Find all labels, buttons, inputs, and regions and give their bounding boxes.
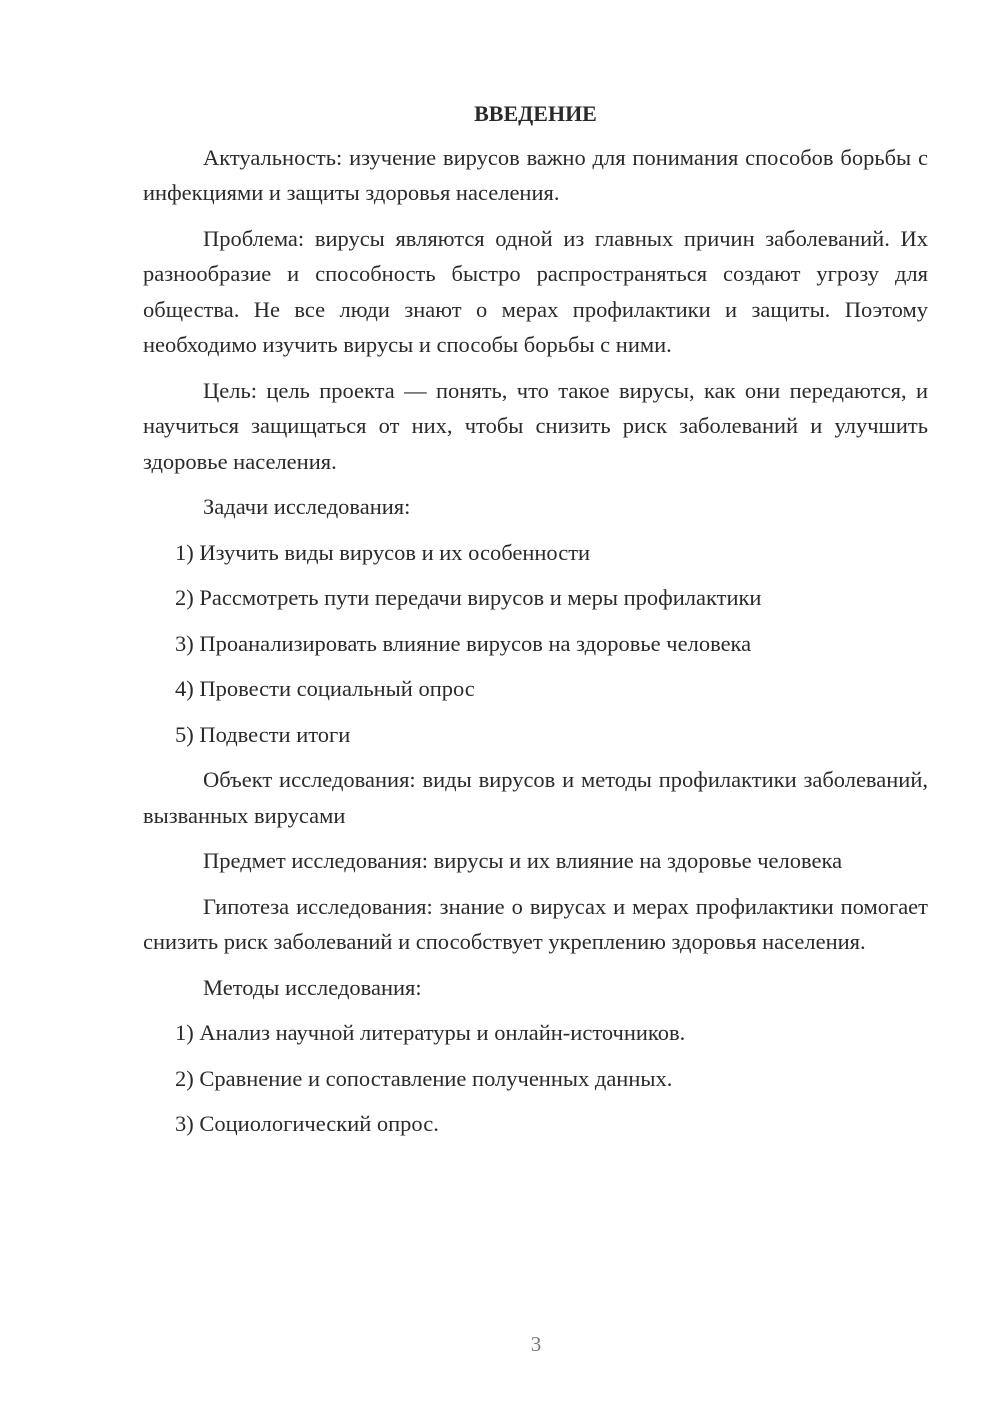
- goal-paragraph: Цель: цель проекта — понять, что такое вирусы, как они передаются, и научиться защищаться от них, чтобы снизить риск заболеваний и улучшить здоровье населения.: [143, 377, 928, 474]
- method-item: 2) Сравнение и сопоставление полученных данных.: [175, 1065, 673, 1091]
- methods-heading: Методы исследования:: [203, 974, 422, 1000]
- page-number: 3: [530, 1332, 542, 1356]
- task-item: 5) Подвести итоги: [175, 721, 351, 747]
- document-page: [143, 96, 928, 1152]
- task-item: 4) Провести социальный опрос: [175, 676, 475, 701]
- task-item: 3) Проанализировать влияние вирусов на здоровье человека: [175, 630, 752, 656]
- task-item: 1) Изучить виды вирусов и их особенности: [175, 539, 591, 565]
- section-title: ВВЕДЕНИЕ: [474, 101, 597, 126]
- object-paragraph: Объект исследования: виды вирусов и методы профилактики заболеваний, вызванных вирусами: [143, 767, 928, 828]
- tasks-heading: Задачи исследования:: [203, 494, 411, 519]
- hypothesis-paragraph: Гипотеза исследования: знание о вирусах и мерах профилактики помогает снизить риск заболеваний и способствует укреплению здоровья населения.: [143, 893, 928, 954]
- subject-paragraph: Предмет исследования: вирусы и их влияние на здоровье человека: [203, 848, 843, 873]
- task-item: 2) Рассмотреть пути передачи вирусов и меры профилактики: [175, 585, 762, 610]
- method-item: 3) Социологический опрос.: [175, 1111, 439, 1136]
- method-item: 1) Анализ научной литературы и онлайн-источников.: [175, 1020, 686, 1045]
- relevance-paragraph: Актуальность: изучение вирусов важно для понимания способов борьбы с инфекциями и защиты здоровья населения.: [143, 144, 928, 205]
- problem-paragraph: Проблема: вирусы являются одной из главных причин заболеваний. Их разнообразие и способность быстро распространяться создают угрозу для общества. Не все люди знают о мерах профилактики и защиты. Поэтому необходимо изучить вирусы и способы борьбы с ними.: [143, 225, 928, 357]
